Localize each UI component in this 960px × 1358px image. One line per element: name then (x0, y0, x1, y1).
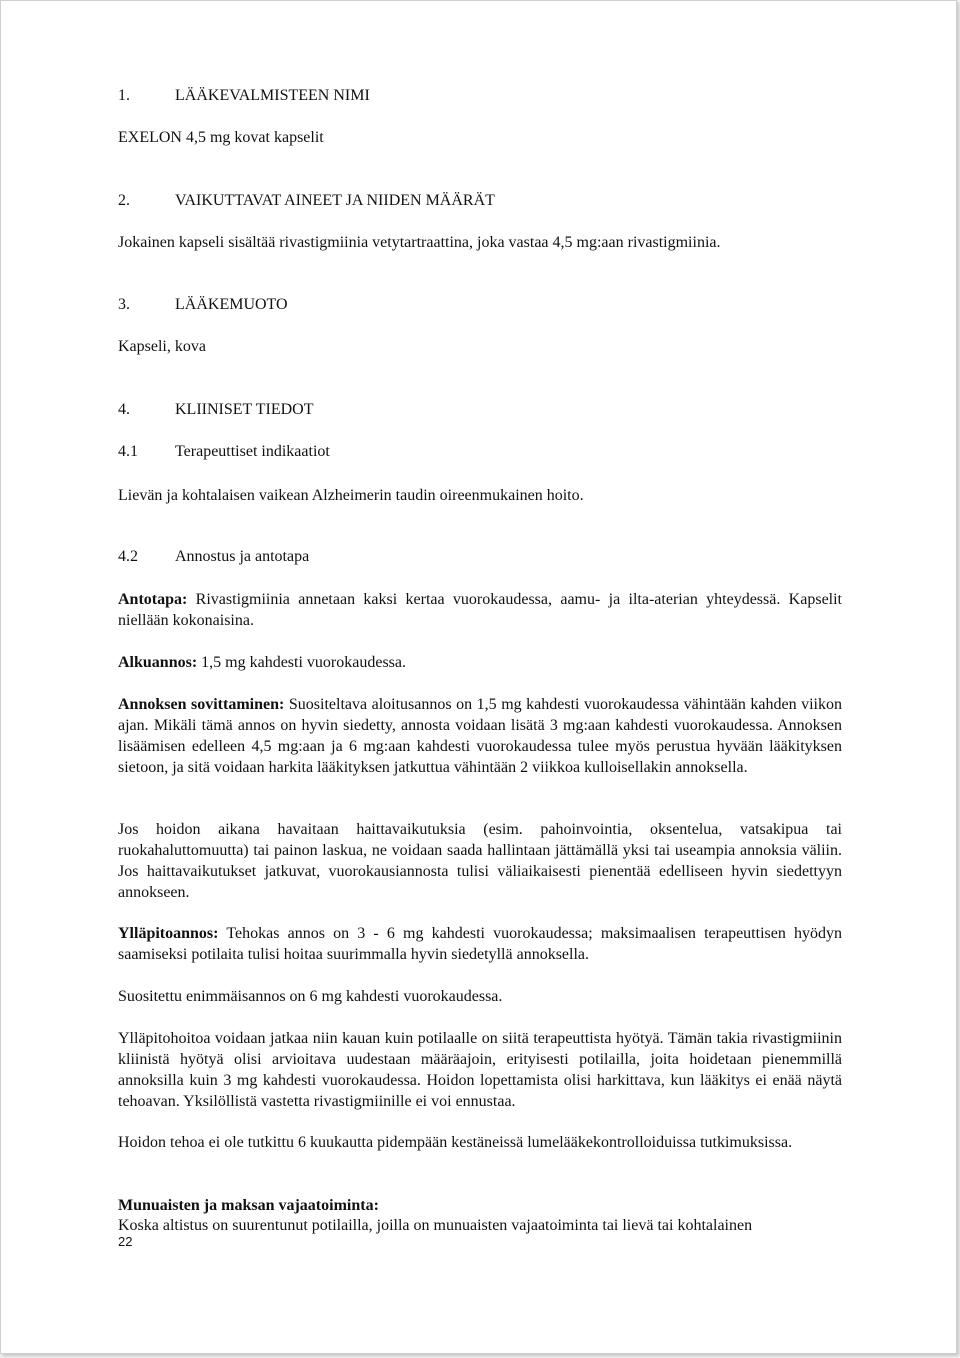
paragraph-haittavaikutukset: Jos hoidon aikana havaitaan haittavaikutuksia (esim. pahoinvointia, oksentelua, vatsakipua tai ruokahaluttomuutta) tai painon laskua, ne voidaan saada hallintaan jättämällä yksi tai useampia annoksia väliin. Jos haittavaikutukset jatkuvat, vuorokausiannosta tulisi väliaikaisesti pienentää edelliseen hyvin siedettyyn annokseen. (118, 821, 842, 901)
paragraph-tehoa: Hoidon tehoa ei ole tutkittu 6 kuukautta pidempään kestäneissä lumelääkekontrolloiduissa tutkimuksissa. (118, 1134, 793, 1151)
paragraph-label: Alkuannos: (118, 654, 198, 671)
paragraph-label: Ylläpitoannos: (118, 925, 219, 942)
dosage-form-text: Kapseli, kova (118, 338, 206, 355)
section-title: LÄÄKEMUOTO (175, 296, 288, 313)
section-title: VAIKUTTAVAT AINEET JA NIIDEN MÄÄRÄT (175, 192, 495, 209)
indications-text: Lievän ja kohtalaisen vaikean Alzheimerin taudin oireenmukainen hoito. (118, 487, 584, 504)
section-3-heading (118, 294, 842, 315)
paragraph-alkuannos: Alkuannos: 1,5 mg kahdesti vuorokaudessa. (118, 654, 407, 671)
paragraph-enimmaisannos: Suositettu enimmäisannos on 6 mg kahdesti vuorokaudessa. (118, 988, 503, 1005)
section-title: Terapeuttiset indikaatiot (175, 443, 330, 460)
paragraph-munuaiset-text: Koska altistus on suurentunut potilailla, joilla on munuaisten vajaatoiminta tai lievä tai kohtalainen (118, 1217, 753, 1234)
paragraph-munuaiset-label: Munuaisten ja maksan vajaatoiminta: (118, 1197, 379, 1214)
paragraph-antotapa: Antotapa: Rivastigmiinia annetaan kaksi kertaa vuorokaudessa, aamu- ja ilta-aterian yhteydessä. Kapselit niellään kokonaisina. (118, 591, 842, 629)
section-number: 4.2 (118, 548, 138, 565)
paragraph-sovittaminen: Annoksen sovittaminen: Suositeltava aloitusannos on 1,5 mg kahdesti vuorokaudessa vähintään kahden viikon ajan. Mikäli tämä annos on hyvin siedetty, annosta voidaan lisätä 3 mg:aan kahdesti vuorokaudessa. Annoksen lisäämisen edelleen 4,5 mg:aan ja 6 mg:aan kahdesti vuorokaudessa tulee myös perustua hyvään lääkityksen sietoon, ja sitä voidaan harkita lääkityksen jatkuttua vähintään 2 viikkoa kulloisellakin annoksella. (118, 696, 842, 776)
section-1-heading (118, 85, 842, 106)
section-title: Annostus ja antotapa (175, 548, 310, 565)
section-2-heading (118, 190, 842, 211)
composition-text: Jokainen kapseli sisältää rivastigmiinia vetytartraattina, joka vastaa 4,5 mg:aan rivastigmiinia. (118, 234, 721, 251)
section-4-1-heading (118, 441, 842, 462)
section-number: 2. (118, 192, 130, 209)
section-title: LÄÄKEVALMISTEEN NIMI (175, 87, 370, 104)
section-4-heading (118, 399, 842, 420)
section-title: KLIINISET TIEDOT (175, 401, 314, 418)
section-number: 1. (118, 87, 130, 104)
page-number: 22 (118, 1234, 133, 1249)
section-number: 3. (118, 296, 130, 313)
section-number: 4.1 (118, 443, 138, 460)
section-number: 4. (118, 401, 130, 418)
paragraph-label: Annoksen sovittaminen: (118, 696, 285, 713)
paragraph-yllapitohoito: Ylläpitohoitoa voidaan jatkaa niin kauan kuin potilaalle on siitä terapeuttista hyötyä. Tämän takia rivastigmiinin kliinistä hyötyä olisi arvioitava uudestaan määräajoin, erityisesti potilailla, joita hoidetaan pienemmillä annoksilla kuin 3 mg kahdesti vuorokaudessa. Hoidon lopettamista olisi harkittava, kun lääkitys ei enää näytä tehoavan. Yksilöllistä vastetta rivastigmiinille ei voi ennustaa. (118, 1030, 842, 1110)
product-name: EXELON 4,5 mg kovat kapselit (118, 129, 324, 146)
paragraph-label: Antotapa: (118, 591, 188, 608)
section-4-2-heading (118, 546, 842, 567)
paragraph-yllapitoannos: Ylläpitoannos: Tehokas annos on 3 - 6 mg kahdesti vuorokaudessa; maksimaalisen terapeuttisen hyödyn saamiseksi potilaita tulisi hoitaa suurimmalla hyvin siedetyllä annoksella. (118, 925, 842, 963)
